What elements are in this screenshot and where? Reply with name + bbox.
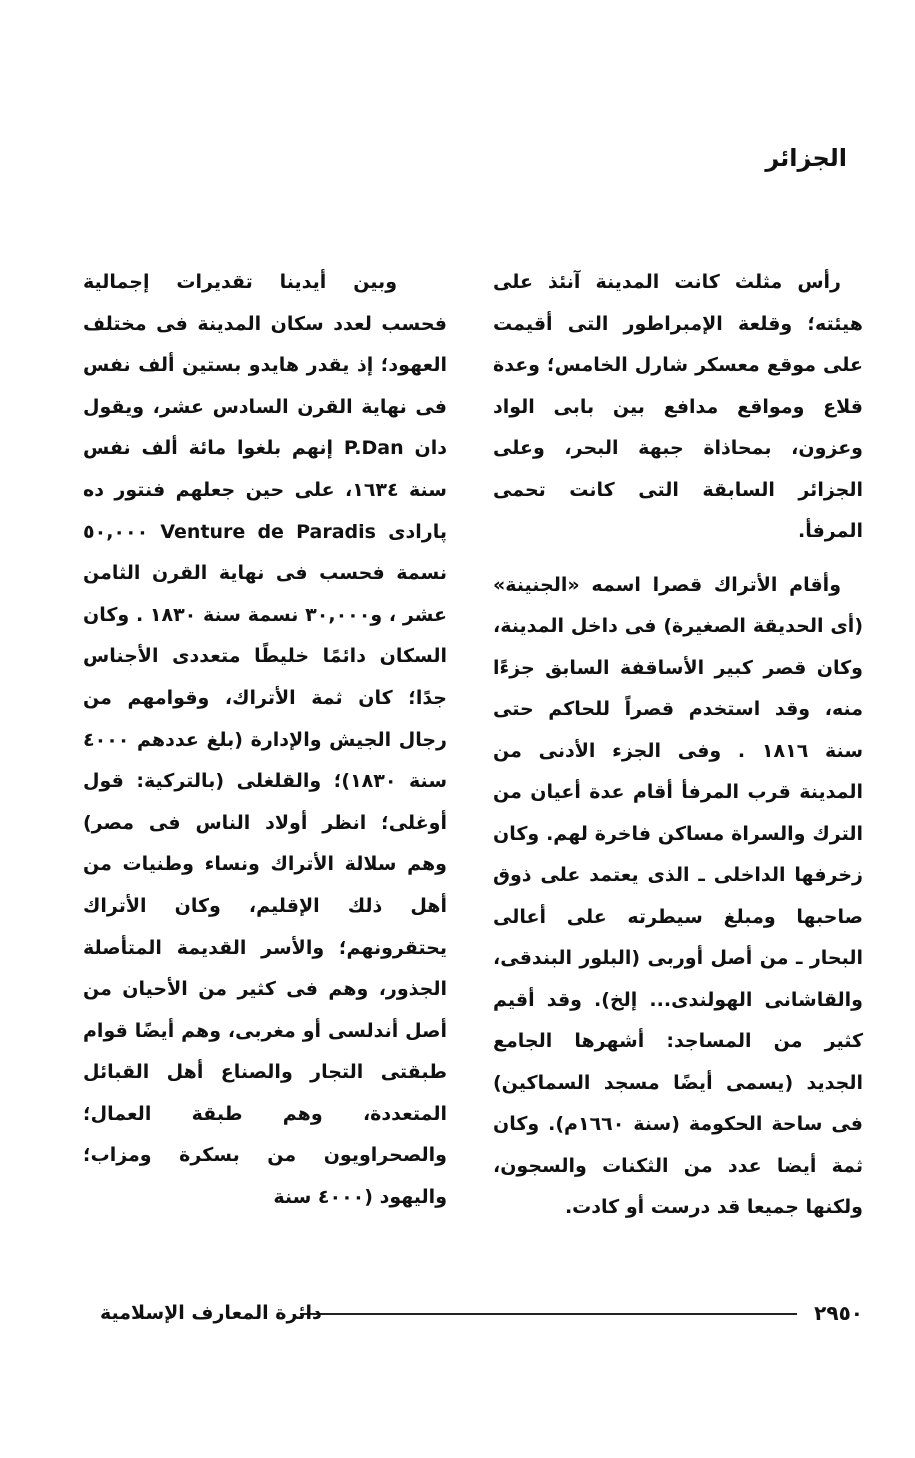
paragraph: وبين أيدينا تقديرات إجمالية فحسب لعدد سكان المدينة فى مختلف العهود؛ إذ يقدر هايدو بستين ألف نفس فى نهاية القرن السادس عشر، ويقول دان P.Dan إنهم بلغوا مائة ألف نفس سنة ١٦٣٤، على حين جعلهم فنتور ده پارادى Venture de Paradis ٥٠,٠٠٠ نسمة فحسب فى نهاية القرن الثامن عشر ، و٣٠,٠٠٠ نسمة سنة ١٨٣٠ . وكان السكان دائمًا خليطًا متعددى الأجناس جدًا؛ كان ثمة الأتراك، وقوامهم من رجال الجيش والإدارة (بلغ عددهم ٤٠٠٠ سنة ١٨٣٠)؛ والقلغلى (بالتركية: قول أوغلى؛ انظر أولاد الناس فى مصر) وهم سلالة الأتراك ونساء وطنيات من أهل ذلك الإقليم، وكان الأتراك يحتقرونهم؛ والأسر القديمة المتأصلة الجذور، وهم فى كثير من الأحيان من أصل أندلسى أو مغربى، وهم أيضًا قوام طبقتى التجار والصناع أهل القبائل المتعددة، وهم طبقة العمال؛ والصحراويون من بسكرة ومزاب؛ واليهود (٤٠٠٠ سنة xyxy=(83,271,447,1209)
running-header: الجزائر xyxy=(765,144,847,172)
page-footer xyxy=(0,1293,915,1333)
right-column xyxy=(493,262,863,1229)
paragraph: رأس مثلث كانت المدينة آنئذ على هيئته؛ وقلعة الإمبراطور التى أقيمت على موقع معسكر شارل الخامس؛ وعدة قلاع ومواقع مدافع بين بابى الواد وعزون، بمحاذاة جبهة البحر، وعلى الجزائر السابقة التى كانت تحمى المرفأ. xyxy=(493,271,863,542)
left-column xyxy=(83,262,447,1219)
page-number: ٢٩٥٠ xyxy=(814,1301,863,1325)
publication-title: دائرة المعارف الإسلامية xyxy=(100,1302,322,1324)
paragraph: وأقام الأتراك قصرا اسمه «الجنينة» (أى الحديقة الصغيرة) فى داخل المدينة، وكان قصر كبير الأساقفة السابق جزءًا منه، وقد استخدم قصراً للحاكم حتى سنة ١٨١٦ . وفى الجزء الأدنى من المدينة قرب المرفأ أقام عدة أعيان من الترك والسراة مساكن فاخرة لهم. وكان زخرفها الداخلى ـ الذى يعتمد على ذوق صاحبها ومبلغ سيطرته على أعالى البحار ـ من أصل أوربى (البلور البندقى، والقاشانى الهولندى... إلخ). وقد أقيم كثير من المساجد: أشهرها الجامع الجديد (يسمى أيضًا مسجد السماكين) فى ساحة الحكومة (سنة ١٦٦٠م). وكان ثمة أيضا عدد من الثكنات والسجون، ولكنها جميعا قد درست أو كادت. xyxy=(493,573,863,1218)
footer-rule xyxy=(300,1313,797,1315)
